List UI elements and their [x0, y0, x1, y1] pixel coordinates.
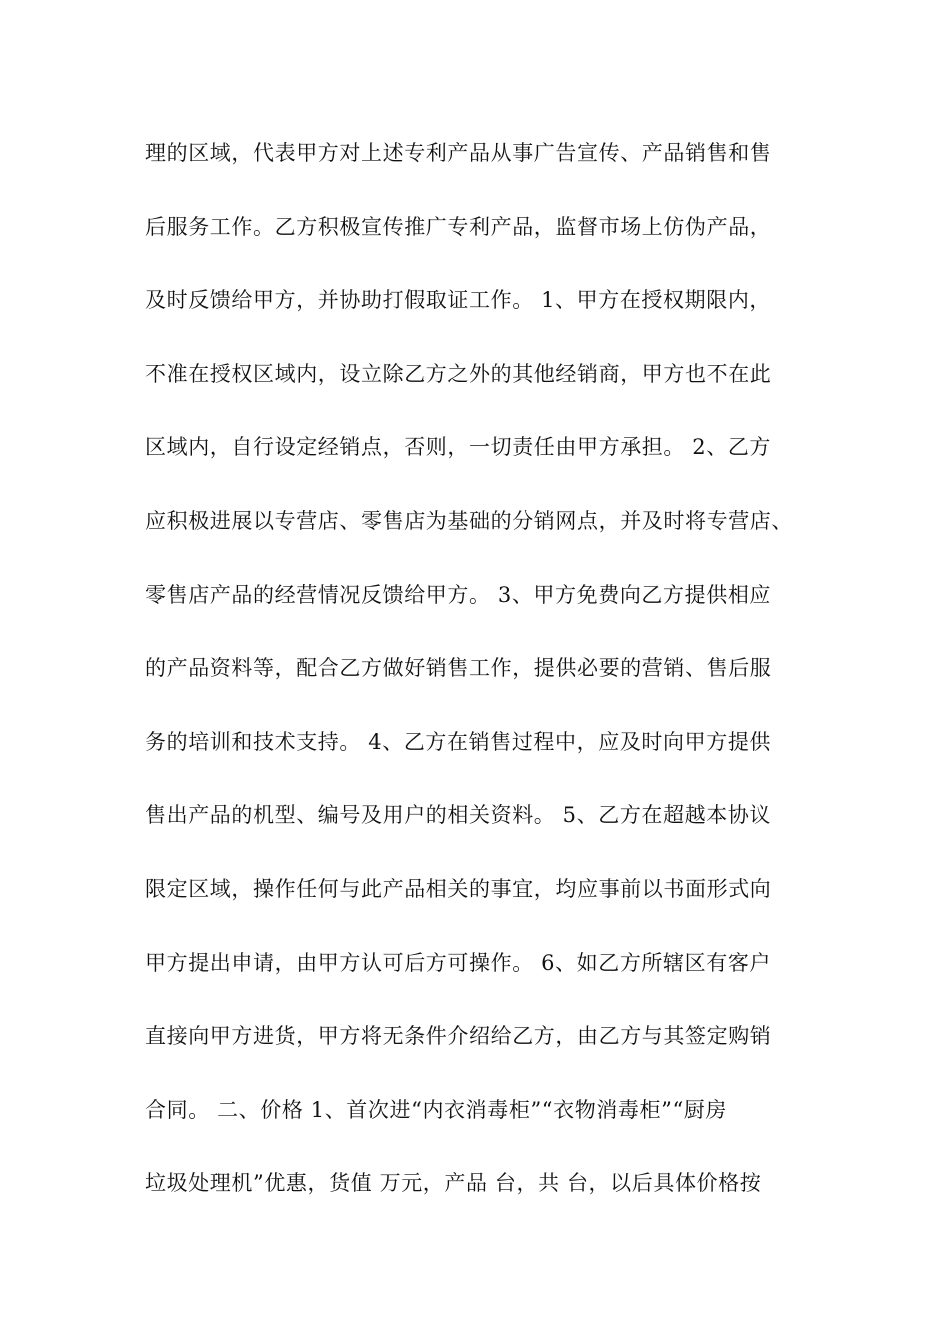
- text-line-7: 零售店产品的经营情况反馈给甲方。 3、甲方免费向乙方提供相应: [145, 582, 772, 607]
- text-line-2: 后服务工作。乙方积极宣传推广专利产品，监督市场上仿伪产品，: [145, 214, 772, 239]
- text-line-4: 不准在授权区域内，设立除乙方之外的其他经销商，甲方也不在此: [145, 361, 772, 386]
- text-line-5: 区域内，自行设定经销点，否则，一切责任由甲方承担。 2、乙方: [145, 435, 772, 460]
- text-line-13: 直接向甲方进货，甲方将无条件介绍给乙方，由乙方与其签定购销: [145, 1024, 772, 1049]
- text-line-1: 理的区域，代表甲方对上述专利产品从事广告宣传、产品销售和售: [145, 141, 772, 165]
- text-line-8: 的产品资料等，配合乙方做好销售工作，提供必要的营销、售后服: [145, 656, 772, 681]
- text-line-6: 应积极进展以专营店、零售店为基础的分销网点，并及时将专营店、: [145, 508, 793, 533]
- text-line-3: 及时反馈给甲方，并协助打假取证工作。 1、甲方在授权期限内，: [145, 288, 772, 313]
- text-line-11: 限定区域，操作任何与此产品相关的事宜，均应事前以书面形式向: [145, 876, 772, 901]
- text-line-9: 务的培训和技术支持。 4、乙方在销售过程中，应及时向甲方提供: [145, 729, 772, 754]
- body-text: [145, 130, 825, 1234]
- text-line-12: 甲方提出申请，由甲方认可后方可操作。 6、如乙方所辖区有客户: [145, 950, 772, 975]
- text-line-10: 售出产品的机型、编号及用户的相关资料。 5、乙方在超越本协议: [145, 803, 772, 828]
- text-line-15: 垃圾处理机”优惠，货值 万元，产品 台，共 台，以后具体价格按: [145, 1171, 762, 1196]
- text-line-14: 合同。 二、价格 1、首次进“内衣消毒柜”“衣物消毒柜”“厨房: [145, 1097, 727, 1122]
